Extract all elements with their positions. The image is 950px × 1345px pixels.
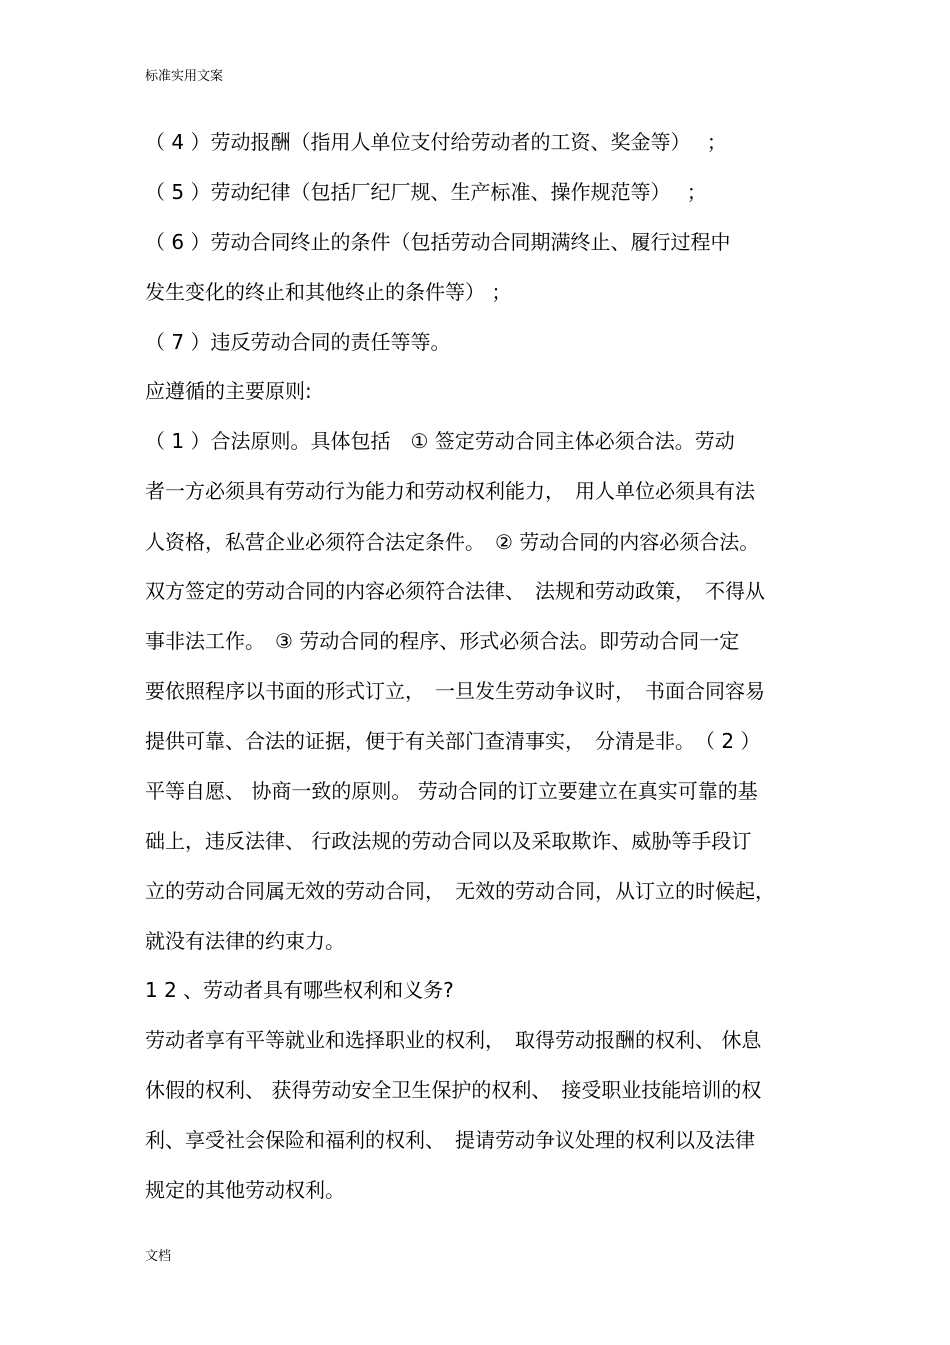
body-line: 人资格，私营企业必须符合法定条件。 ② 劳动合同的内容必须合法。 xyxy=(145,530,760,554)
body-line: 者一方必须具有劳动行为能力和劳动权利能力， 用人单位必须具有法 xyxy=(145,479,755,503)
body-line: 平等自愿、 协商一致的原则。 劳动合同的订立要建立在真实可靠的基 xyxy=(145,779,758,803)
body-line: 础上，违反法律、 行政法规的劳动合同以及采取欺诈、威胁等手段订 xyxy=(145,829,752,853)
body-line: 要依照程序以书面的形式订立， 一旦发生劳动争议时， 书面合同容易 xyxy=(145,679,765,703)
question-heading: 1 2 、劳动者具有哪些权利和义务? xyxy=(145,978,454,1002)
body-line: （ 6 ）劳动合同终止的条件（包括劳动合同期满终止、履行过程中 xyxy=(145,230,731,254)
body-line: 立的劳动合同属无效的劳动合同， 无效的劳动合同，从订立的时候起， xyxy=(145,879,775,903)
body-line: 规定的其他劳动权利。 xyxy=(145,1178,345,1202)
body-line: 提供可靠、合法的证据，便于有关部门查清事实， 分清是非。 （ 2 ） xyxy=(145,729,761,753)
body-line: （ 1 ）合法原则。具体包括 ① 签定劳动合同主体必须合法。劳动 xyxy=(145,429,735,453)
body-line: （ 5 ）劳动纪律（包括厂纪厂规、生产标准、操作规范等） ； xyxy=(145,180,707,204)
page-footer: 文档 xyxy=(145,1249,172,1264)
page-header: 标准实用文案 xyxy=(145,69,224,84)
body-line: 劳动者享有平等就业和选择职业的权利， 取得劳动报酬的权利、 休息 xyxy=(145,1028,762,1052)
section-heading: 应遵循的主要原则: xyxy=(145,379,312,403)
body-line: （ 4 ）劳动报酬（指用人单位支付给劳动者的工资、奖金等） ； xyxy=(145,130,727,154)
body-line: 休假的权利、 获得劳动安全卫生保护的权利、 接受职业技能培训的权 xyxy=(145,1078,762,1102)
body-line: （ 7 ）违反劳动合同的责任等等。 xyxy=(145,330,451,354)
body-line: 事非法工作。 ③ 劳动合同的程序、形式必须合法。即劳动合同一定 xyxy=(145,629,740,653)
body-line: 利、享受社会保险和福利的权利、 提请劳动争议处理的权利以及法律 xyxy=(145,1128,755,1152)
body-line: 就没有法律的约束力。 xyxy=(145,929,345,953)
body-line: 双方签定的劳动合同的内容必须符合法律、 法规和劳动政策， 不得从 xyxy=(145,579,765,603)
body-line: 发生变化的终止和其他终止的条件等） ； xyxy=(145,280,512,304)
